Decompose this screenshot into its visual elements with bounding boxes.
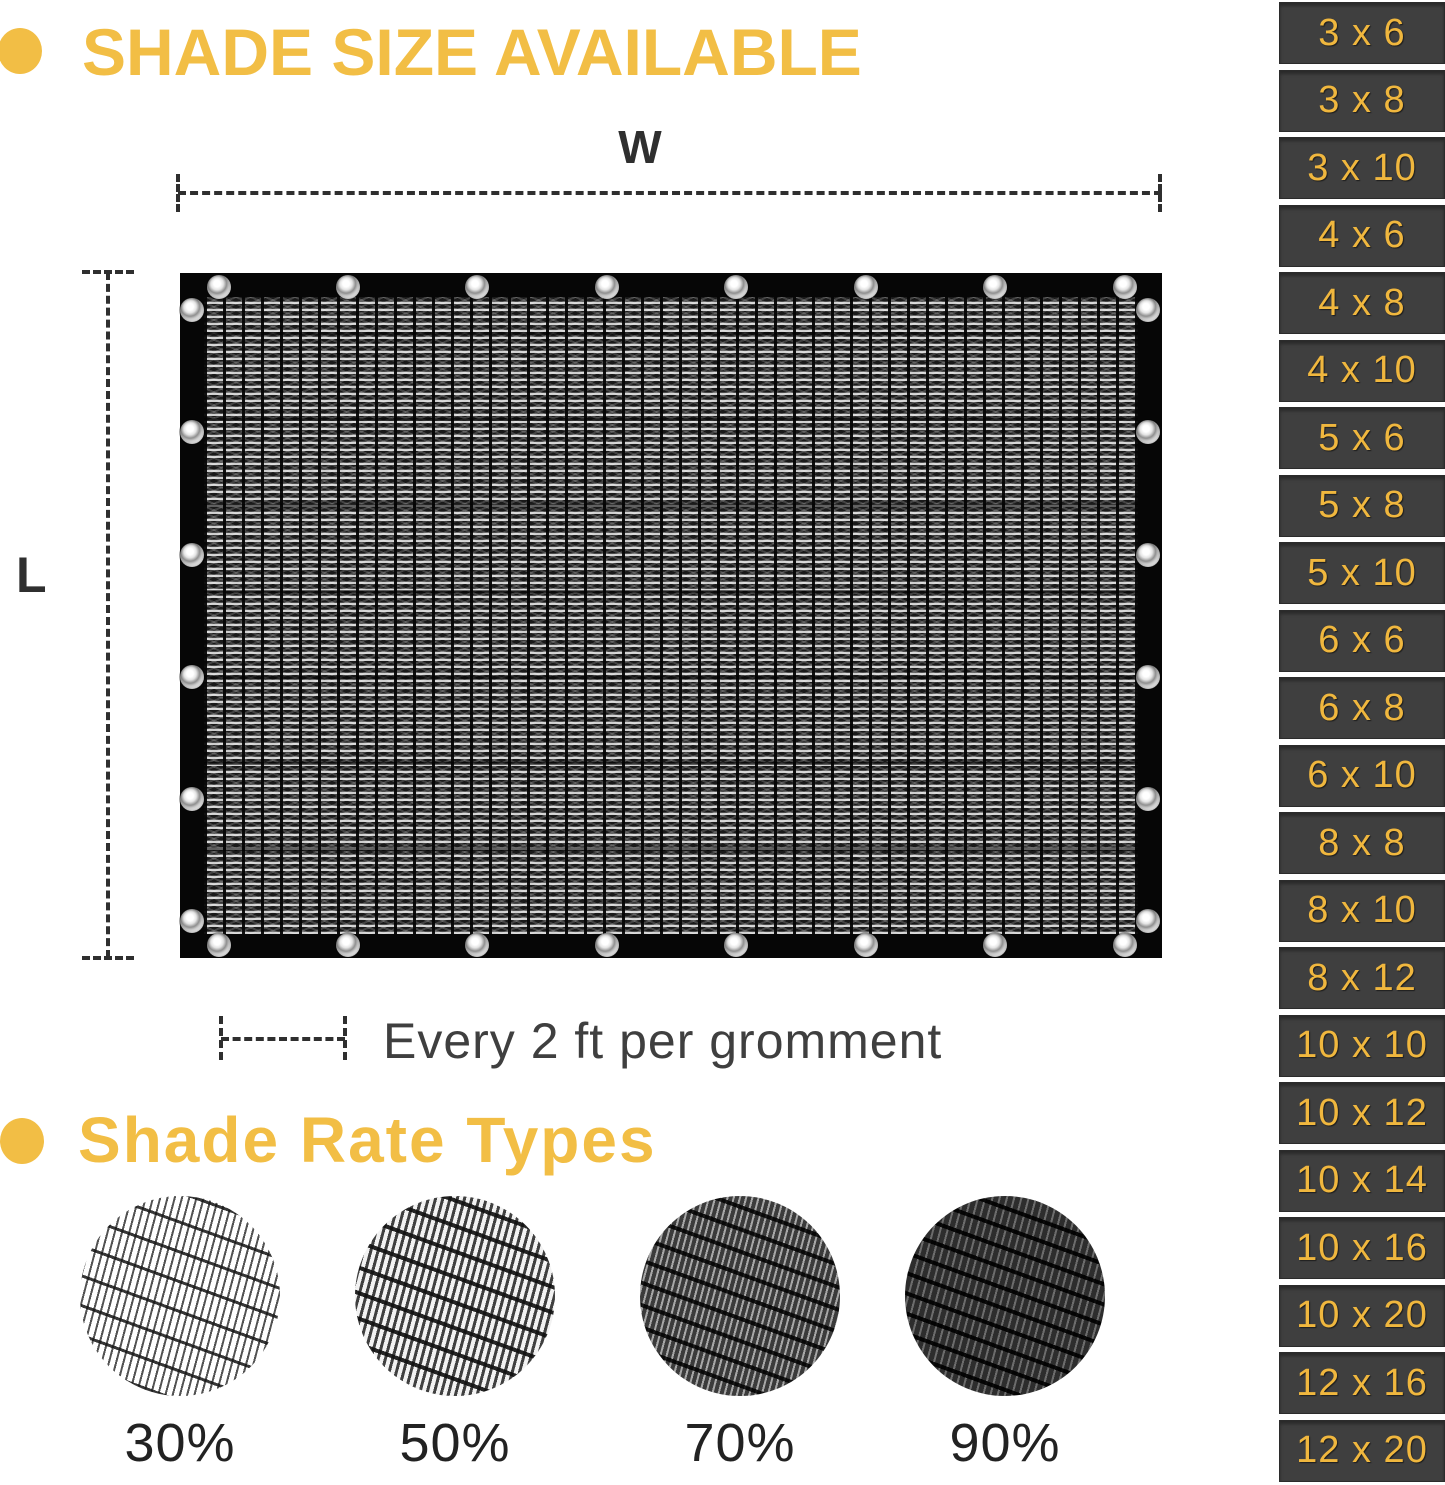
length-dimension-tick-top — [82, 270, 134, 274]
grommet-icon — [465, 275, 489, 299]
size-option: 10 x 10 — [1279, 1015, 1445, 1077]
length-dimension-tick-bottom — [82, 956, 134, 960]
size-option: 10 x 14 — [1279, 1150, 1445, 1212]
size-option: 3 x 10 — [1279, 137, 1445, 199]
shade-net-diagram — [180, 273, 1162, 958]
mesh-swatch-icon — [355, 1196, 555, 1396]
size-option: 10 x 12 — [1279, 1082, 1445, 1144]
grommet-icon — [1136, 298, 1160, 322]
size-option: 10 x 16 — [1279, 1217, 1445, 1279]
mesh-swatch-icon — [640, 1196, 840, 1396]
size-option: 12 x 16 — [1279, 1352, 1445, 1414]
section-bullet-icon — [0, 1118, 44, 1164]
grommet-icon — [854, 275, 878, 299]
grommet-icon — [180, 909, 204, 933]
size-section-title: SHADE SIZE AVAILABLE — [82, 15, 862, 89]
grommet-spacing-note: Every 2 ft per gromment — [383, 1013, 943, 1069]
net-mesh-texture — [204, 297, 1138, 934]
grommet-icon — [465, 933, 489, 957]
grommet-icon — [180, 298, 204, 322]
shade-rate-section-title: Shade Rate Types — [78, 1104, 657, 1176]
grommet-icon — [854, 933, 878, 957]
length-dimension-line — [106, 272, 110, 958]
grommet-icon — [180, 543, 204, 567]
grommet-icon — [207, 933, 231, 957]
size-list — [1279, 2, 1445, 1485]
shade-rate-item — [905, 1196, 1105, 1474]
size-option: 6 x 6 — [1279, 610, 1445, 672]
rate-label: 50% — [399, 1413, 511, 1473]
length-dimension-label: L — [16, 547, 47, 603]
grommet-icon — [1113, 275, 1137, 299]
grommet-icon — [180, 420, 204, 444]
size-option: 3 x 6 — [1279, 2, 1445, 64]
grommet-icon — [595, 933, 619, 957]
size-option: 3 x 8 — [1279, 70, 1445, 132]
grommet-icon — [1136, 909, 1160, 933]
size-option: 8 x 8 — [1279, 812, 1445, 874]
grommet-icon — [180, 787, 204, 811]
grommet-spacing-line — [221, 1037, 345, 1041]
section-bullet-icon — [0, 28, 42, 74]
rate-label: 90% — [949, 1413, 1061, 1473]
size-option: 6 x 10 — [1279, 745, 1445, 807]
rate-label: 70% — [684, 1413, 796, 1473]
grommet-icon — [983, 275, 1007, 299]
grommet-icon — [1136, 787, 1160, 811]
shade-rate-item — [355, 1196, 555, 1474]
size-option: 6 x 8 — [1279, 677, 1445, 739]
mesh-swatch-icon — [80, 1196, 280, 1396]
grommet-icon — [1113, 933, 1137, 957]
size-option: 4 x 8 — [1279, 272, 1445, 334]
shade-rate-item — [80, 1196, 280, 1474]
shade-rate-item — [640, 1196, 840, 1474]
size-option: 12 x 20 — [1279, 1420, 1445, 1482]
grommet-icon — [1136, 543, 1160, 567]
width-dimension-line — [178, 191, 1162, 195]
size-option: 8 x 12 — [1279, 947, 1445, 1009]
grommet-icon — [207, 275, 231, 299]
grommet-icon — [336, 275, 360, 299]
size-option: 8 x 10 — [1279, 880, 1445, 942]
grommet-icon — [983, 933, 1007, 957]
grommet-icon — [1136, 665, 1160, 689]
width-dimension-tick-left — [176, 174, 180, 212]
size-option: 10 x 20 — [1279, 1285, 1445, 1347]
rate-label: 30% — [124, 1413, 236, 1473]
size-option: 5 x 6 — [1279, 407, 1445, 469]
width-dimension-label: W — [618, 121, 662, 173]
size-option: 5 x 8 — [1279, 475, 1445, 537]
grommet-icon — [336, 933, 360, 957]
size-option: 4 x 6 — [1279, 205, 1445, 267]
width-dimension-tick-right — [1158, 174, 1162, 212]
size-option: 4 x 10 — [1279, 340, 1445, 402]
grommet-icon — [1136, 420, 1160, 444]
grommet-icon — [180, 665, 204, 689]
grommet-icon — [724, 275, 748, 299]
mesh-swatch-icon — [905, 1196, 1105, 1396]
size-option: 5 x 10 — [1279, 542, 1445, 604]
grommet-icon — [724, 933, 748, 957]
grommet-icon — [595, 275, 619, 299]
